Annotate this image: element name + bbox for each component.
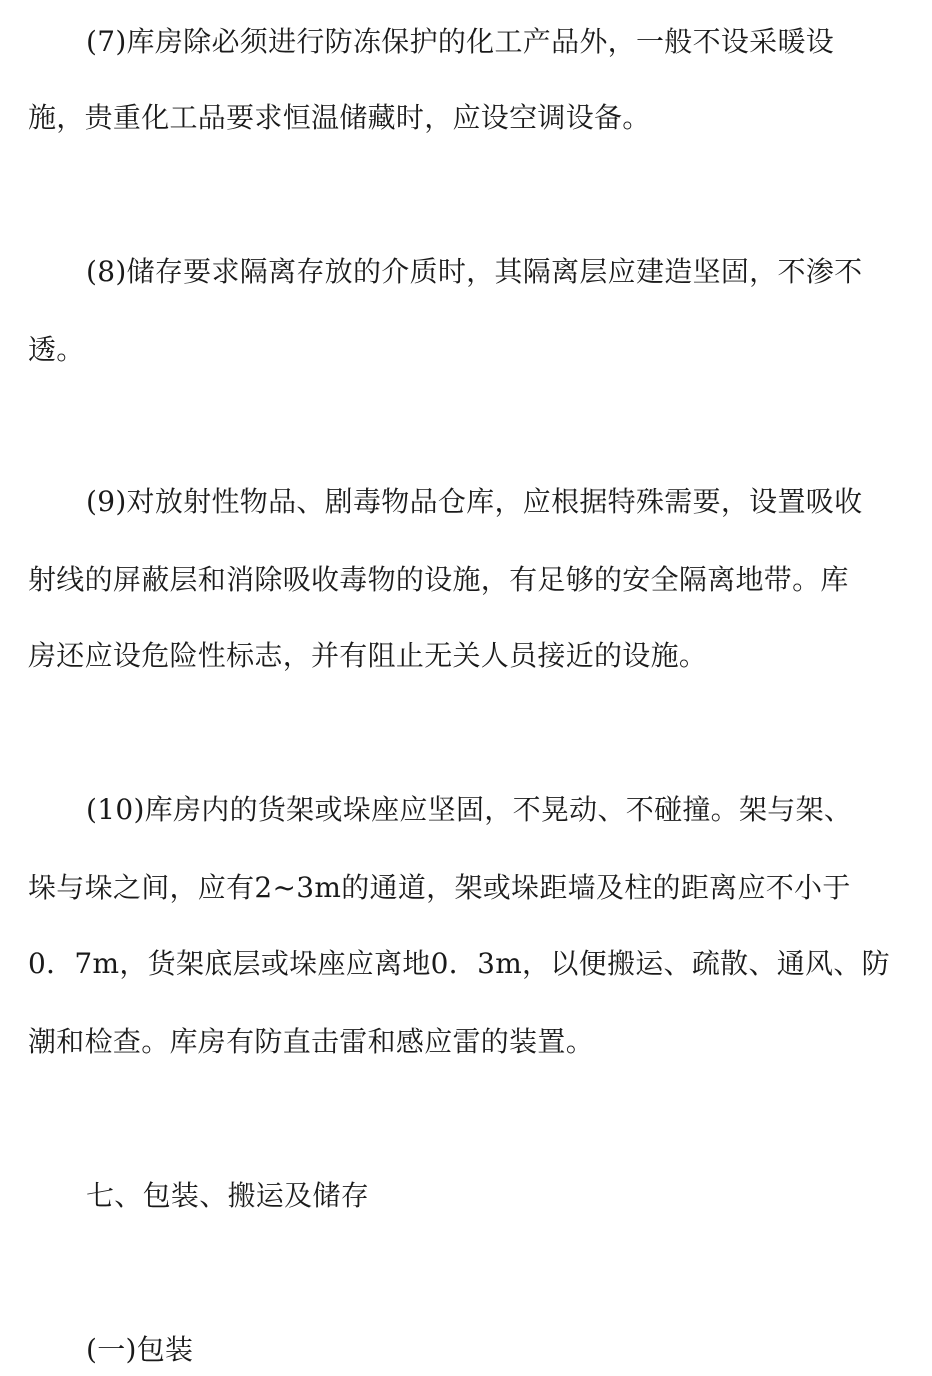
paragraph-9-line-2: 射线的屏蔽层和消除吸收毒物的设施，有足够的安全隔离地带。库	[28, 563, 849, 596]
paragraph-9-line-3: 房还应设危险性标志，并有阻止无关人员接近的设施。	[28, 639, 708, 672]
section-heading: 七、包装、搬运及储存	[86, 1179, 370, 1212]
paragraph-7-line-2: 施，贵重化工品要求恒温储藏时，应设空调设备。	[28, 101, 651, 134]
paragraph-8-line-2: 透。	[28, 333, 85, 366]
paragraph-9-line-1: (9)对放射性物品、剧毒物品仓库，应根据特殊需要，设置吸收	[86, 485, 863, 518]
paragraph-10-line-3: 0．7m，货架底层或垛座应离地0．3m，以便搬运、疏散、通风、防	[28, 947, 890, 980]
paragraph-10-line-2: 垛与垛之间，应有2~3m的通道，架或垛距墙及柱的距离应不小于	[28, 871, 851, 904]
paragraph-10-line-1: (10)库房内的货架或垛座应坚固，不晃动、不碰撞。架与架、	[86, 793, 853, 826]
subsection-heading: (一)包装	[86, 1333, 194, 1366]
paragraph-10-line-4: 潮和检查。库房有防直击雷和感应雷的装置。	[28, 1025, 595, 1058]
paragraph-7-line-1: (7)库房除必须进行防冻保护的化工产品外，一般不设采暖设	[86, 25, 835, 58]
paragraph-8-line-1: (8)储存要求隔离存放的介质时，其隔离层应建造坚固，不渗不	[86, 255, 863, 288]
